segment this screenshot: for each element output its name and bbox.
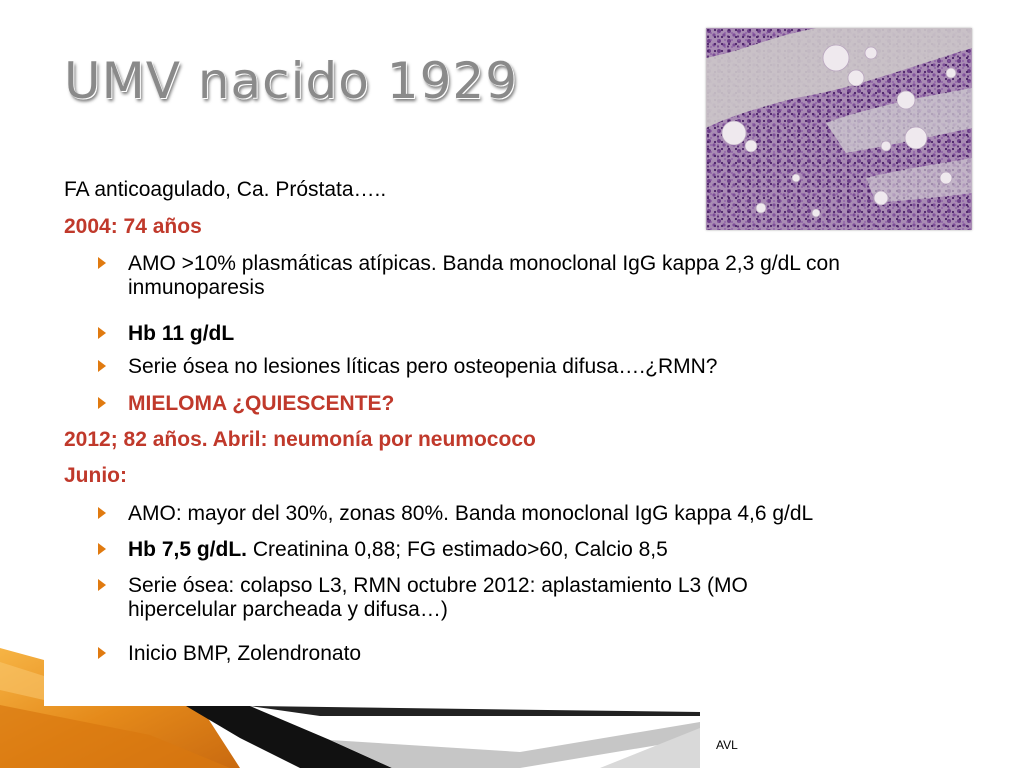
microscopy-image xyxy=(706,28,972,230)
bullet-text-bold: Hb 7,5 g/dL. xyxy=(128,538,248,561)
bullet-hb-2012 xyxy=(96,538,976,562)
bullet-text: Inicio BMP, Zolendronato xyxy=(128,642,362,665)
bullet-text: Hb 11 g/dL xyxy=(128,322,235,345)
bullet-arrow-icon xyxy=(98,327,106,339)
text-year-2012: 2012; 82 años. Abril: neumonía por neumococo xyxy=(64,428,536,451)
bullet-text: MIELOMA ¿QUIESCENTE? xyxy=(128,392,395,415)
bullet-text-continued: hipercelular parcheada y difusa…) xyxy=(128,598,448,621)
bullet-text: Creatinina 0,88; FG estimado>60, Calcio 8,5 xyxy=(247,538,668,561)
bullet-text: AMO: mayor del 30%, zonas 80%. Banda monoclonal IgG kappa 4,6 g/dL xyxy=(128,502,814,525)
slide-title: UMV nacido 1929 xyxy=(64,52,519,110)
bullet-arrow-icon xyxy=(98,360,106,372)
bullet-amo-2004 xyxy=(96,252,976,300)
bullet-arrow-icon xyxy=(98,397,106,409)
text-year-2004: 2004: 74 años xyxy=(64,215,202,238)
bullet-amo-2012 xyxy=(96,502,976,526)
text-junio: Junio: xyxy=(64,464,127,487)
bullet-arrow-icon xyxy=(98,647,106,659)
bullet-treatment xyxy=(96,642,976,666)
bullet-arrow-icon xyxy=(98,257,106,269)
bullet-text: Serie ósea: colapso L3, RMN octubre 2012: aplastamiento L3 (MO xyxy=(128,574,748,597)
bullet-hb-2004 xyxy=(96,322,976,346)
bullet-arrow-icon xyxy=(98,507,106,519)
bullet-text: AMO >10% plasmáticas atípicas. Banda monoclonal IgG kappa 2,3 g/dL con xyxy=(128,252,840,275)
bullet-serie-osea-2004 xyxy=(96,355,976,379)
bullet-serie-osea-2012 xyxy=(96,574,976,622)
bullet-text: Serie ósea no lesiones líticas pero osteopenia difusa….¿RMN? xyxy=(128,355,718,378)
black-swoosh-decoration xyxy=(186,706,700,768)
bullet-arrow-icon xyxy=(98,543,106,555)
bullet-arrow-icon xyxy=(98,579,106,591)
text-history: FA anticoagulado, Ca. Próstata….. xyxy=(64,178,387,201)
bullet-text-continued: inmunoparesis xyxy=(128,276,265,299)
bullet-diagnosis xyxy=(96,392,976,416)
footer-author: AVL xyxy=(716,738,738,752)
